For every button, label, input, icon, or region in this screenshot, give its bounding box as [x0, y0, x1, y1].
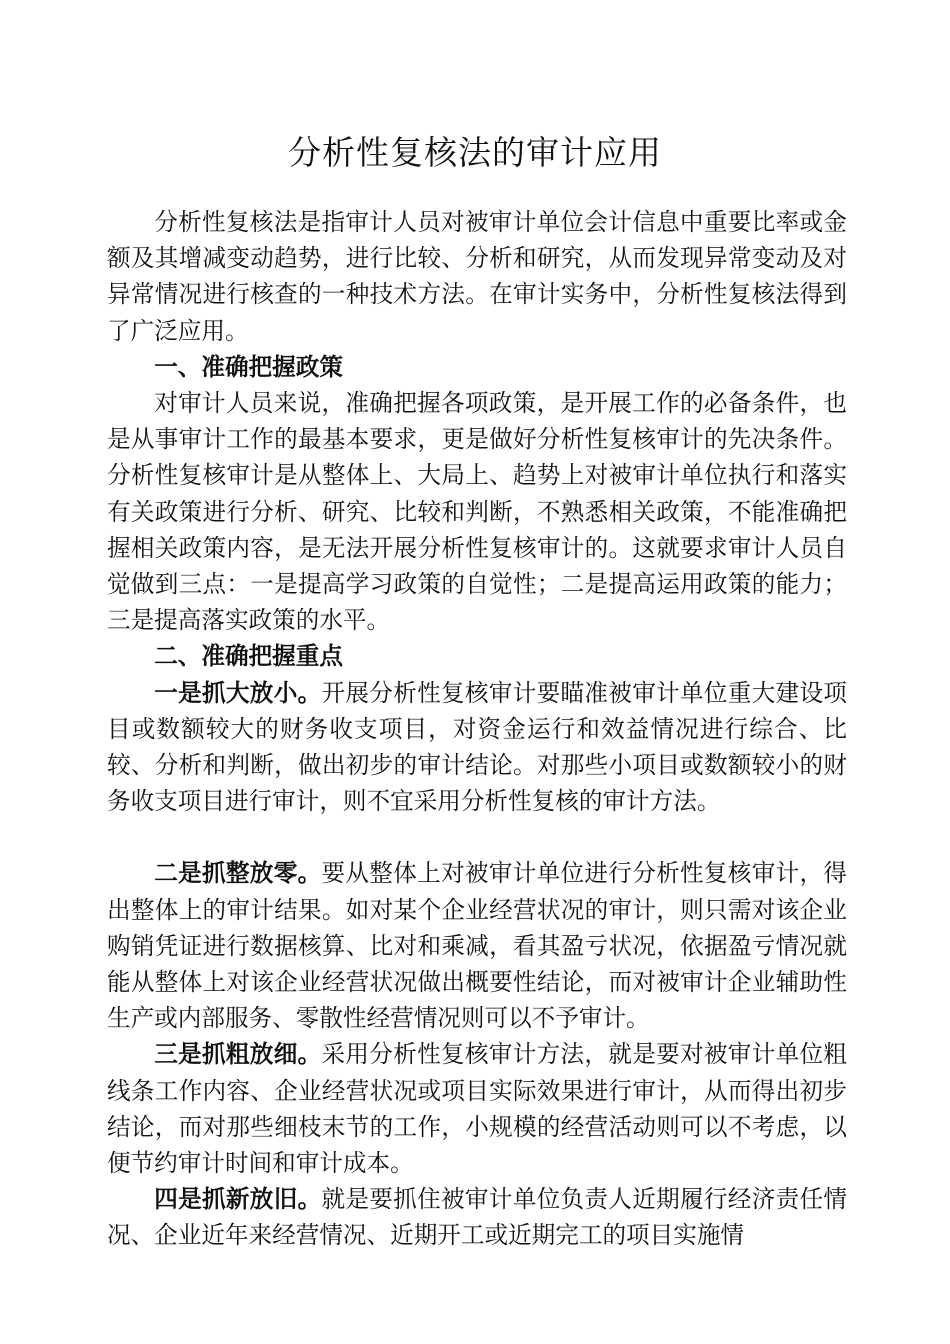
- point-text-2: 要从整体上对被审计单位进行分析性复核审计，得出整体上的审计结果。如对某个企业经营状况的审计，则只需对该企业购销凭证进行数据核算、比对和乘减，看其盈亏状况，依据盈亏情况就能从整体上对该企业经营状况做出概要性结论，而对被审计企业辅助性生产或内部服务、零散性经营情况则可以不予审计。: [107, 859, 848, 1033]
- point-text-1: 开展分析性复核审计要瞄准被审计单位重大建设项目或数额较大的财务收支项目，对资金运行和效益情况进行综合、比较、分析和判断，做出初步的审计结论。对那些小项目或数额较小的财务收支项目进行审计，则不宜采用分析性复核的审计方法。: [107, 678, 848, 816]
- section-paragraph-policy: 对审计人员来说，准确把握各项政策，是开展工作的必备条件，也是从事审计工作的最基本要求，更是做好分析性复核审计的先决条件。分析性复核审计是从整体上、大局上、趋势上对被审计单位执行和落实有关政策进行分析、研究、比较和判断，不熟悉相关政策，不能准确把握相关政策内容，是无法开展分析性复核审计的。这就要求审计人员自觉做到三点：一是提高学习政策的自觉性；二是提高运用政策的能力；三是提高落实政策的水平。: [107, 389, 847, 635]
- point-text-3: 采用分析性复核审计方法，就是要对被审计单位粗线条工作内容、企业经营状况或项目实际效果进行审计，从而得出初步结论，而对那些细枝末节的工作，小规模的经营活动则可以不考虑，以便节约审计时间和审计成本。: [107, 1040, 848, 1178]
- document-body: [107, 204, 847, 1254]
- document-title: 分析性复核法的审计应用: [288, 133, 662, 172]
- intro-paragraph: 分析性复核法是指审计人员对被审计单位会计信息中重要比率或金额及其增减变动趋势，进行比较、分析和研究，从而发现异常变动及对异常情况进行核查的一种技术方法。在审计实务中，分析性复核法得到了广泛应用。: [107, 208, 847, 345]
- point-lead-4: 四是抓新放旧。: [154, 1185, 322, 1214]
- point-lead-2: 二是抓整放零。: [154, 859, 322, 888]
- point-paragraph-2: [107, 855, 847, 1036]
- point-paragraph-3: [107, 1036, 847, 1181]
- point-text-4: 就是要抓住被审计单位负责人近期履行经济责任情况、企业近年来经营情况、近期开工或近期完工的项目实施情: [107, 1185, 848, 1250]
- point-paragraph-1: [107, 675, 847, 820]
- point-lead-3: 三是抓粗放细。: [154, 1040, 322, 1069]
- point-lead-1: 一是抓大放小。: [154, 678, 322, 707]
- section-heading-focus: 二、准确把握重点: [154, 642, 343, 671]
- paragraph-gap: [107, 819, 847, 855]
- section-heading-policy: 一、准确把握政策: [154, 352, 343, 381]
- point-paragraph-4: [107, 1181, 847, 1253]
